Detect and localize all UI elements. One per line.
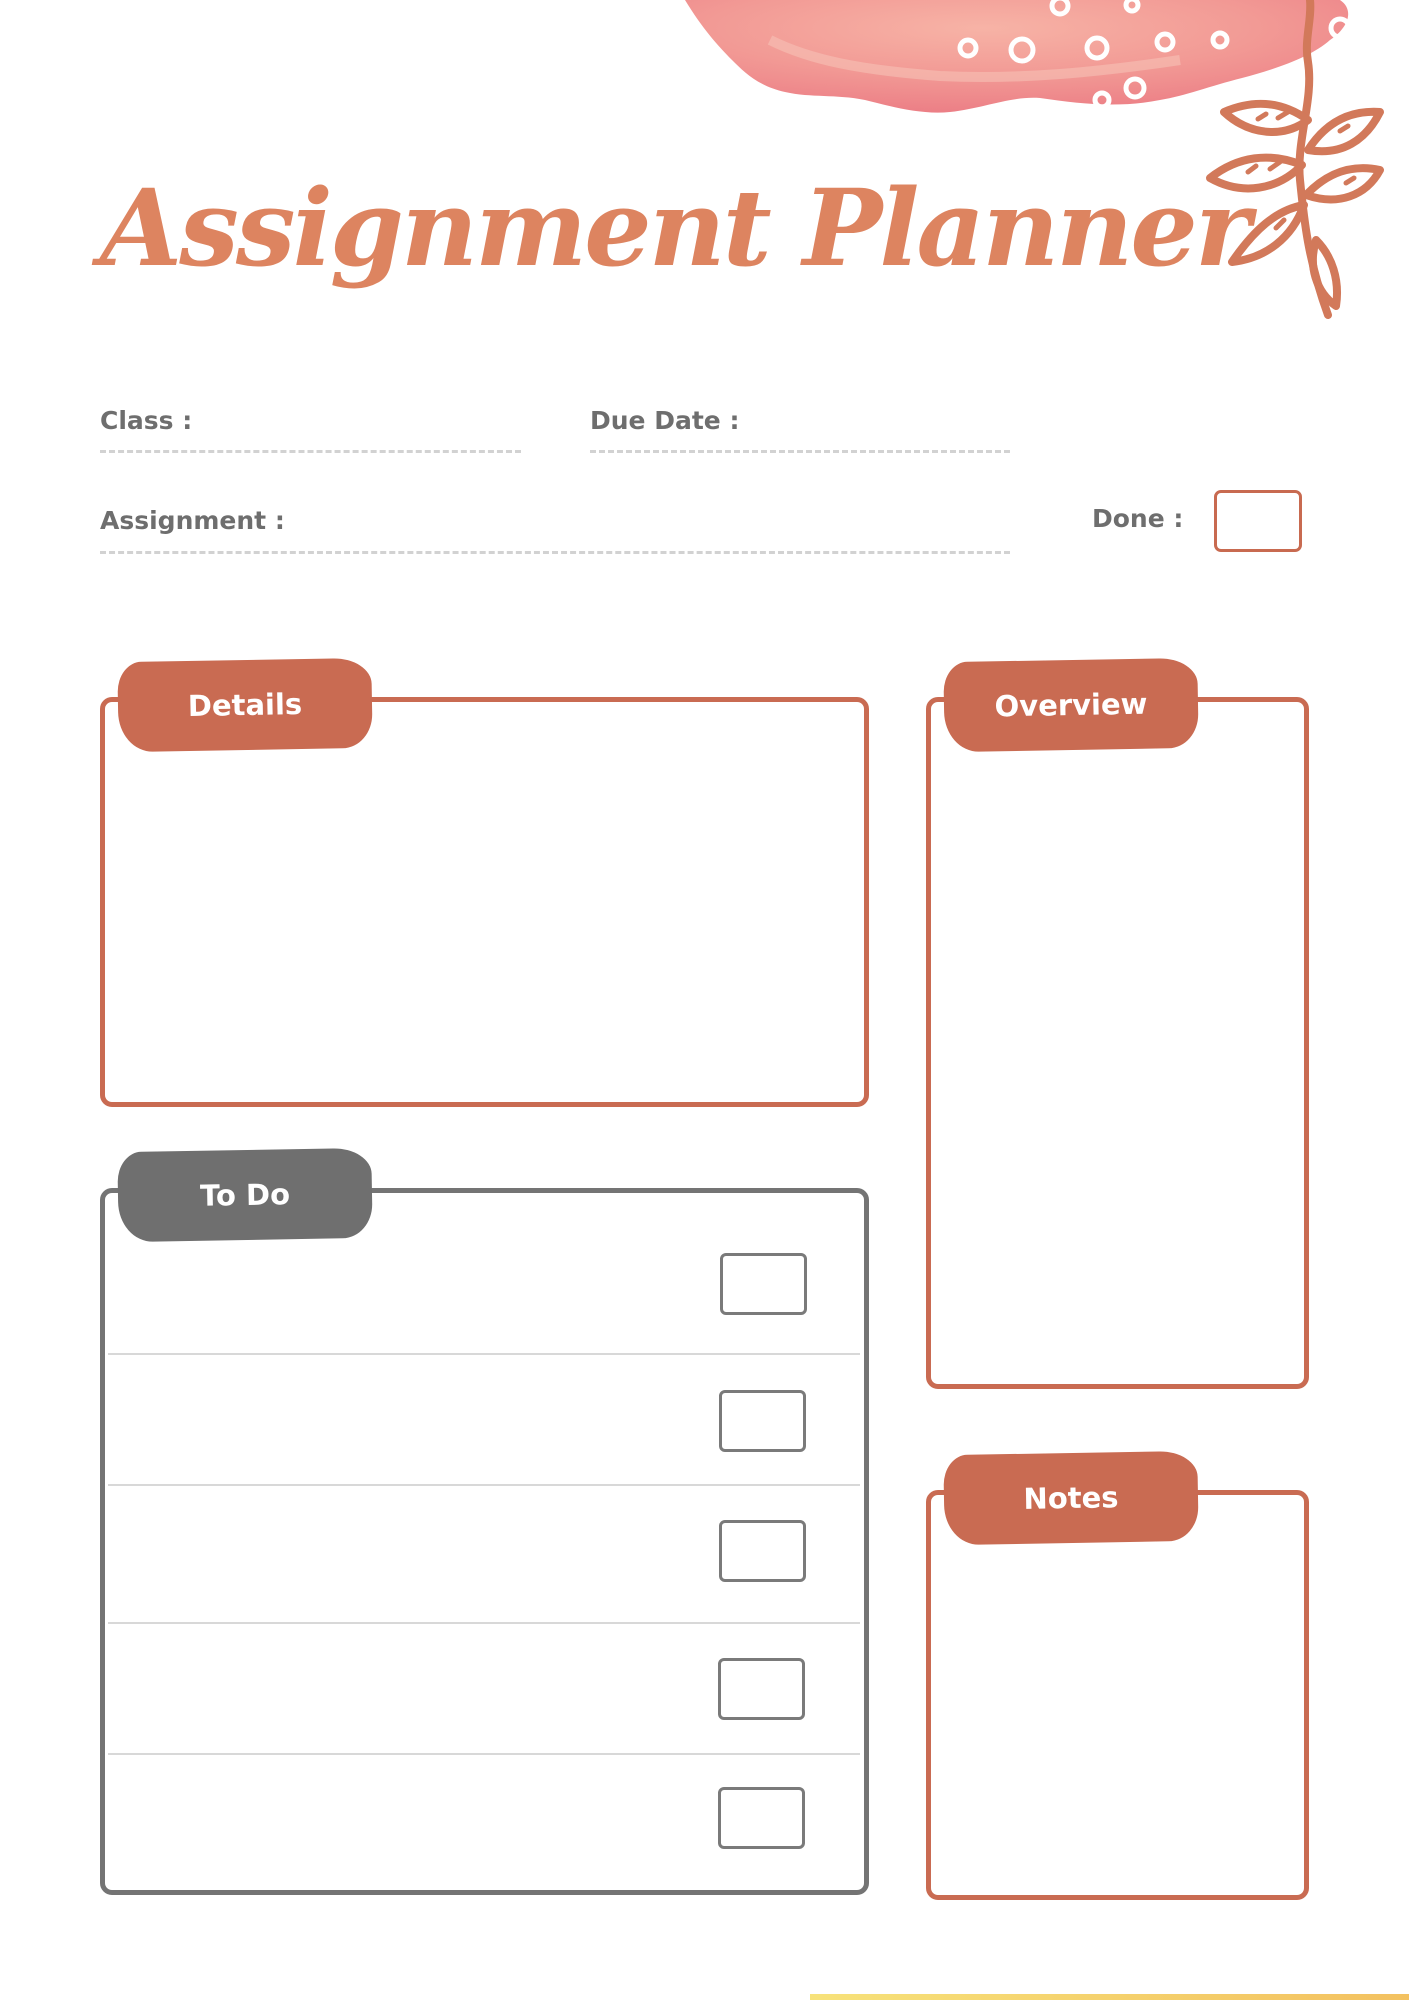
details-tab-label: Details <box>187 687 303 723</box>
due-date-label: Due Date : <box>590 406 740 435</box>
todo-tab-label: To Do <box>199 1177 291 1213</box>
todo-checkbox-2[interactable] <box>719 1390 806 1452</box>
class-field[interactable] <box>100 450 521 453</box>
todo-checkbox-4[interactable] <box>718 1658 805 1720</box>
done-label: Done : <box>1092 504 1184 533</box>
class-label: Class : <box>100 406 193 435</box>
page-title: Assignment Planner <box>100 165 1248 290</box>
bottom-accent-strip <box>810 1994 1409 2000</box>
notes-tab-label: Notes <box>1023 1480 1119 1516</box>
todo-row-divider <box>108 1484 860 1486</box>
todo-checkbox-3[interactable] <box>719 1520 806 1582</box>
assignment-field[interactable] <box>100 551 1010 554</box>
overview-tab-label: Overview <box>994 686 1148 724</box>
todo-row-divider <box>108 1353 860 1355</box>
todo-tab <box>117 1148 373 1242</box>
overview-tab <box>943 658 1199 752</box>
todo-checkbox-1[interactable] <box>720 1253 807 1315</box>
details-panel[interactable] <box>100 697 869 1107</box>
notes-tab <box>943 1451 1199 1545</box>
notes-panel[interactable] <box>926 1490 1309 1900</box>
todo-row-divider <box>108 1622 860 1624</box>
assignment-label: Assignment : <box>100 506 285 535</box>
done-checkbox[interactable] <box>1214 490 1302 552</box>
details-tab <box>117 658 373 752</box>
todo-checkbox-5[interactable] <box>718 1787 805 1849</box>
todo-row-divider <box>108 1753 860 1755</box>
overview-panel[interactable] <box>926 697 1309 1389</box>
due-date-field[interactable] <box>590 450 1010 453</box>
